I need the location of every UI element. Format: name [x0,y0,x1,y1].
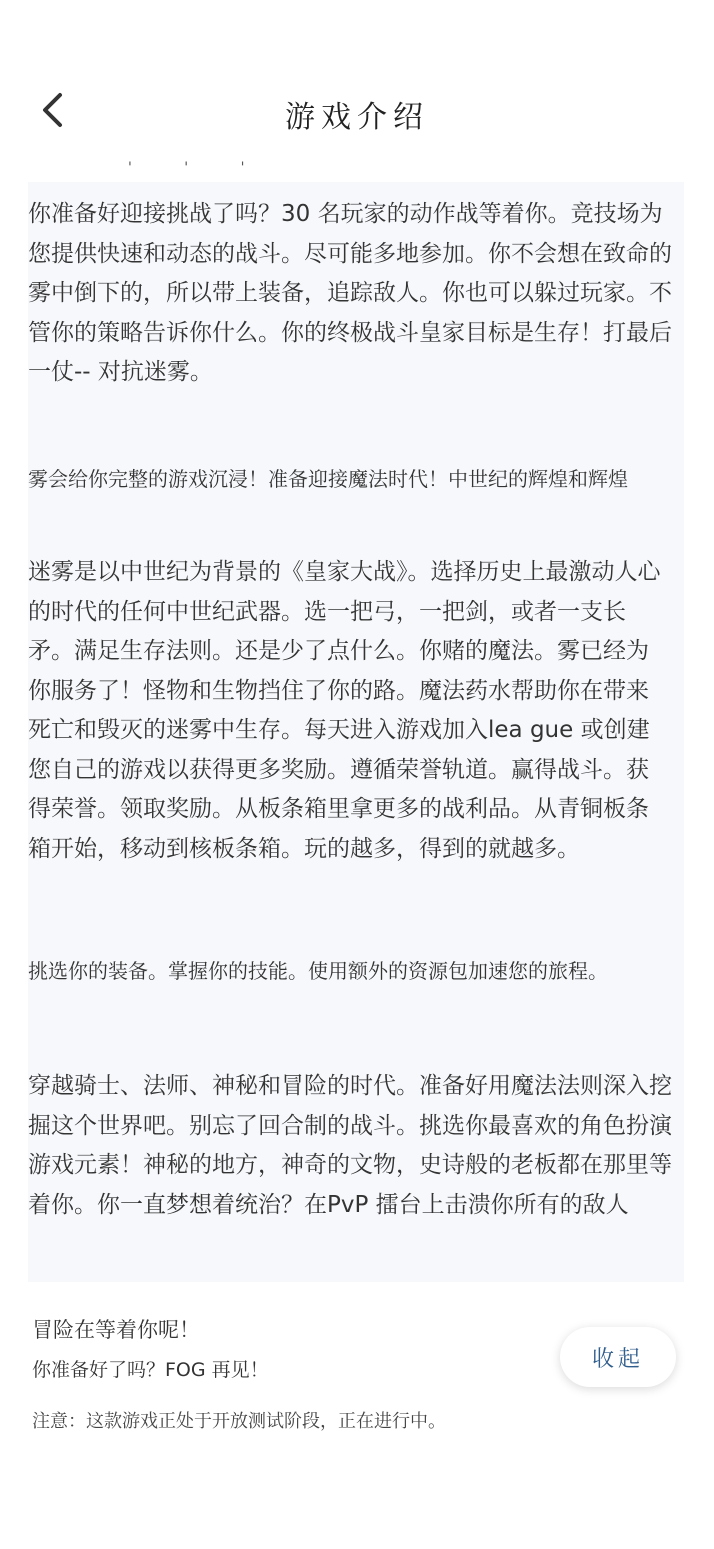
game-description [28,182,684,1282]
description-ending [32,1310,446,1442]
header-bar [0,70,714,150]
ending-line-2: 你准备好了吗？FOG 再见！ [32,1359,269,1381]
description-paragraph-4: 挑选你的装备。掌握你的技能。使用额外的资源包加速您的旅程。 [28,959,608,983]
description-paragraph-1: 你准备好迎接挑战了吗？30 名玩家的动作战等着你。竞技场为您提供快速和动态的战斗。尽可能多地参加。你不会想在致命的雾中倒下的，所以带上装备，追踪敌人。你也可以躲过玩家。不管你的策略告诉你什么。你的终极战斗皇家目标是生存！打最后一仗-- 对抗迷雾。 [28,201,672,385]
description-paragraph-5: 穿越骑士、法师、神秘和冒险的时代。准备好用魔法法则深入挖掘这个世界吧。别忘了回合制的战斗。挑选你最喜欢的角色扮演游戏元素！神秘的地方，神奇的文物，史诗般的老板都在那里等着你。你一直梦想着统治？在PvP 擂台上击溃你所有的敌人 [28,1073,672,1218]
description-paragraph-2: 雾会给你完整的游戏沉浸！准备迎接魔法时代！中世纪的辉煌和辉煌 [28,467,628,491]
description-paragraph-3: 迷雾是以中世纪为背景的《皇家大战》。选择历史上最激动人心的时代的任何中世纪武器。选一把弓，一把剑，或者一支长矛。满足生存法则。还是少了点什么。你赌的魔法。雾已经为你服务了！怪物和生物挡住了你的路。魔法药水帮助你在带来死亡和毁灭的迷雾中生存。每天进入游戏加入lea gue 或创建您自己的游戏以获得更多奖励。遵循荣誉轨道。赢得战斗。获得荣誉。领取奖励。从板条箱里拿更多的战利品。从青铜板条箱开始，移动到核板条箱。玩的越多，得到的就越多。 [28,559,661,862]
collapse-button[interactable]: 收起 [560,1327,676,1387]
beta-notice: 注意：这款游戏正处于开放测试阶段，正在进行中。 [32,1411,446,1432]
truncated-text-fragment: ' ' ' [128,160,269,176]
ending-line-1: 冒险在等着你呢！ [32,1318,200,1342]
page-title: 游戏介绍 [285,100,429,135]
